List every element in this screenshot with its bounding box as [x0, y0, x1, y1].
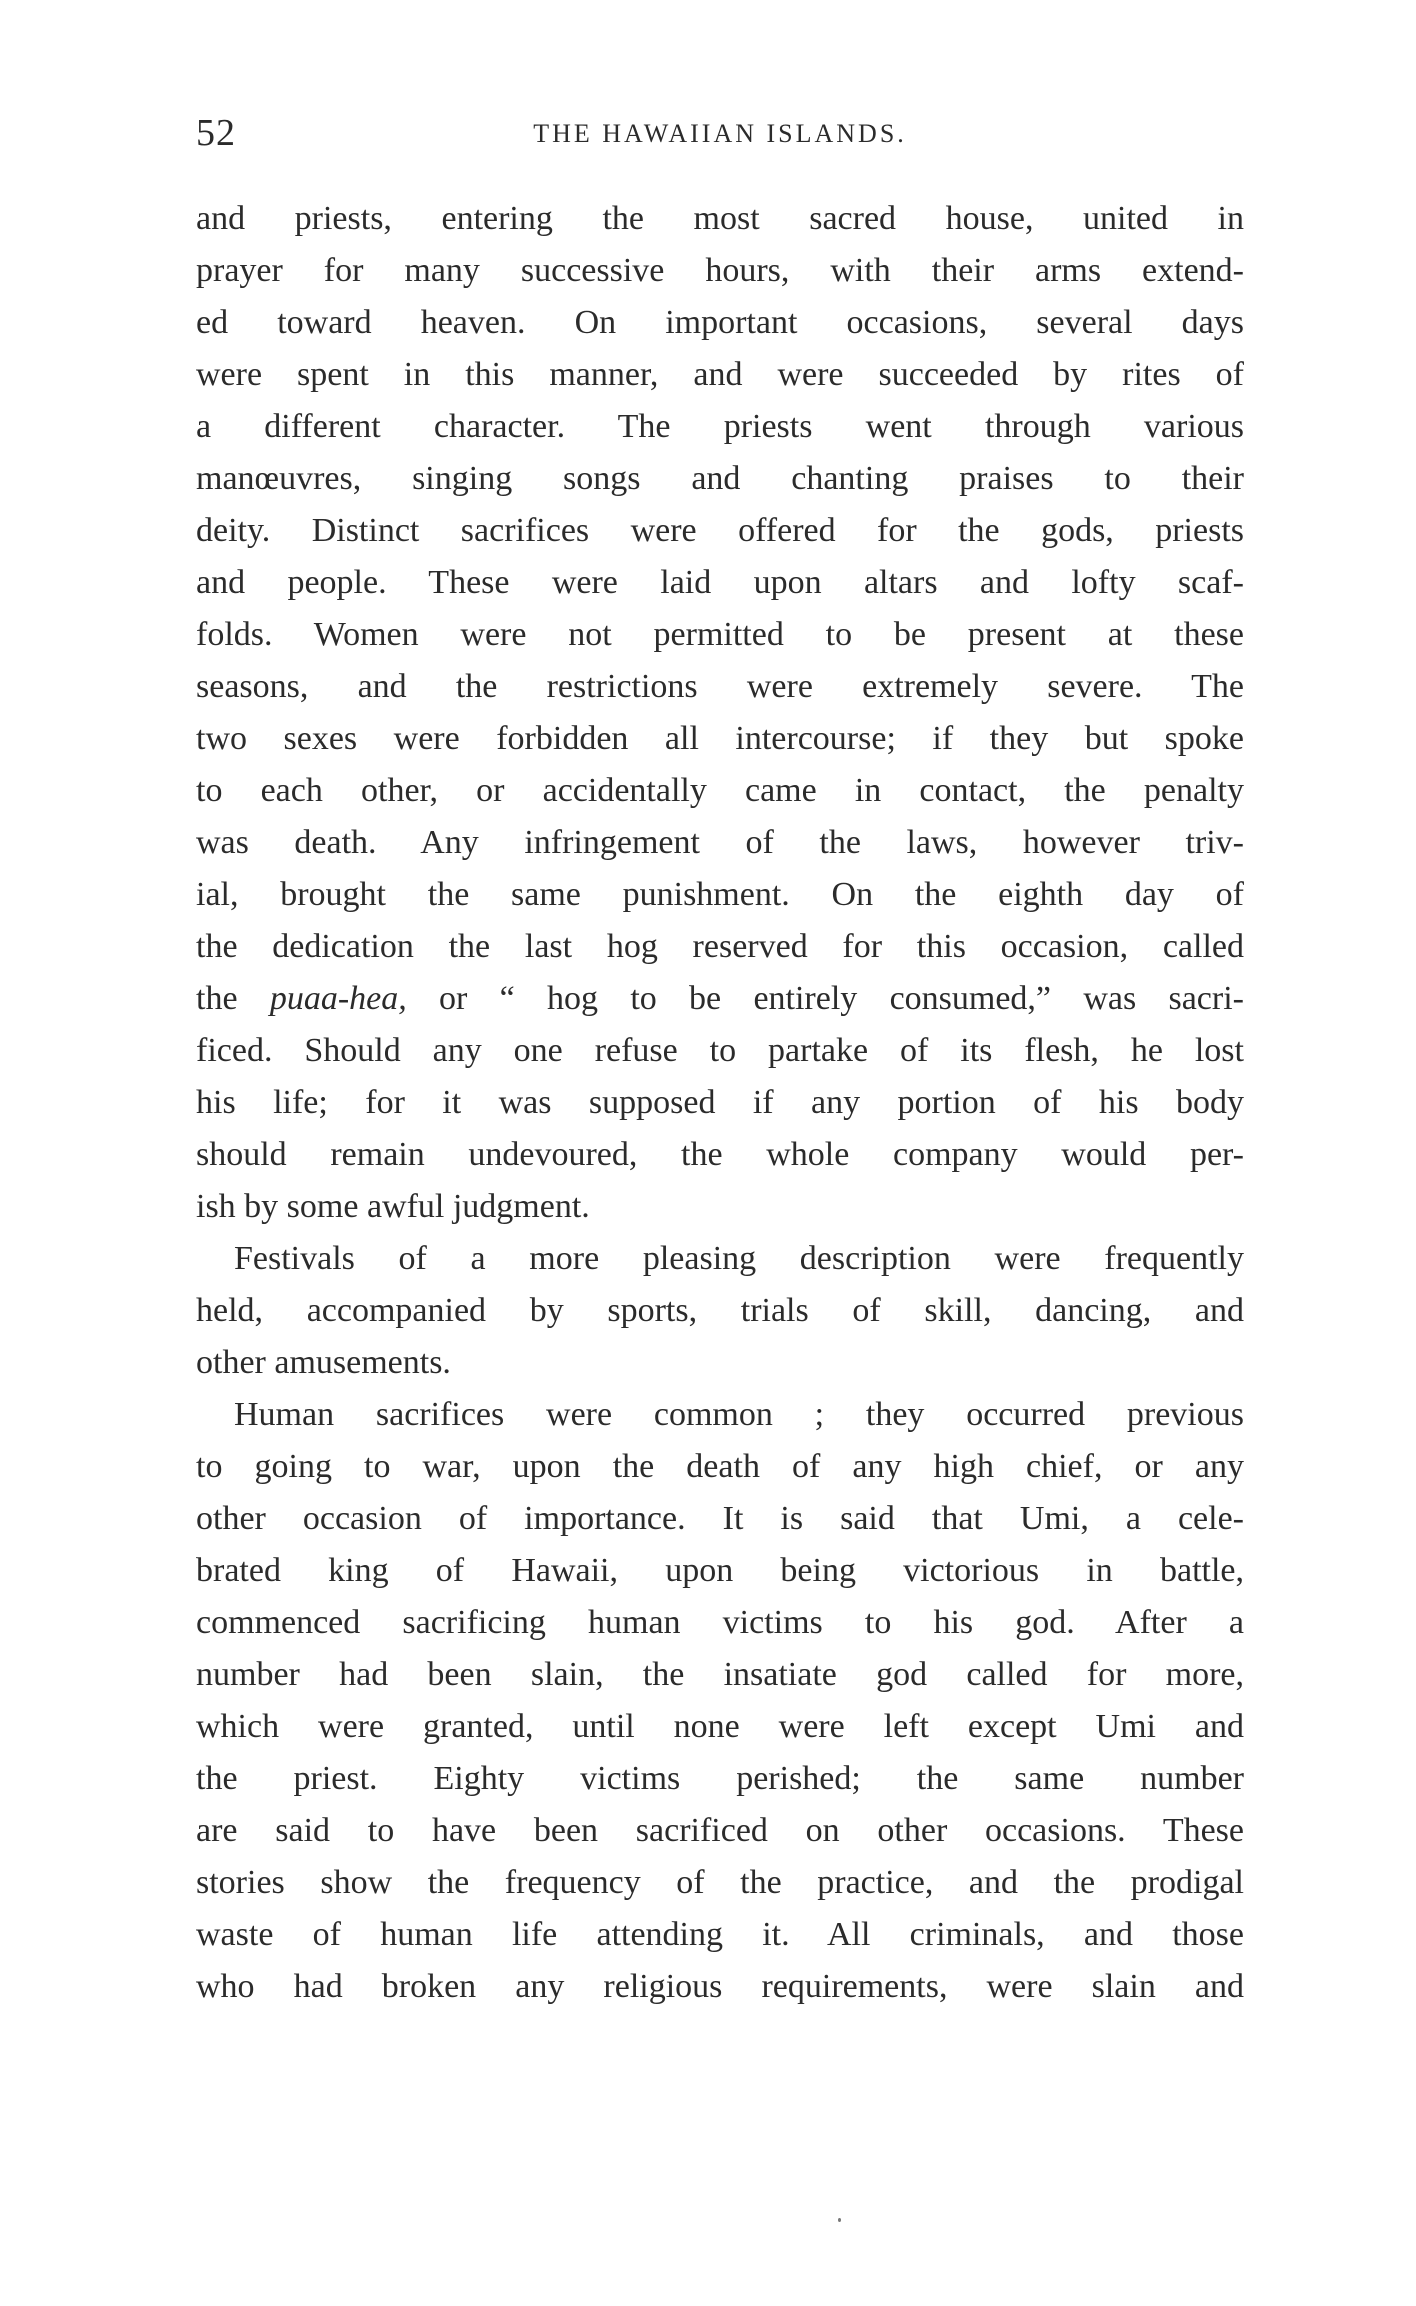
text-line: other occasion of importance. It is said that Umi, a cele-	[196, 1500, 1244, 1537]
text-fragment: the	[196, 980, 270, 1017]
text-line: ial, brought the same punishment. On the eighth day of	[196, 876, 1244, 913]
text-line: held, accompanied by sports, trials of skill, dancing, and	[196, 1292, 1244, 1329]
text-line: seasons, and the restrictions were extremely severe. The	[196, 668, 1244, 705]
text-line: prayer for many successive hours, with their arms extend-	[196, 252, 1244, 289]
text-line: other amusements.	[196, 1344, 451, 1381]
body-text	[196, 193, 1244, 2013]
ink-speck	[838, 2218, 841, 2222]
text-line: were spent in this manner, and were succeeded by rites of	[196, 356, 1244, 393]
text-line: the priest. Eighty victims perished; the same number	[196, 1760, 1244, 1797]
text-line: manœuvres, singing songs and chanting praises to their	[196, 460, 1244, 497]
text-line: and people. These were laid upon altars and lofty scaf-	[196, 564, 1244, 601]
text-line: to going to war, upon the death of any high chief, or any	[196, 1448, 1244, 1485]
text-line: folds. Women were not permitted to be present at these	[196, 616, 1244, 653]
text-line: Human sacrifices were common ; they occurred previous	[234, 1396, 1244, 1433]
text-line: commenced sacrificing human victims to his god. After a	[196, 1604, 1244, 1641]
text-line: his life; for it was supposed if any portion of his body	[196, 1084, 1244, 1121]
running-head: THE HAWAIIAN ISLANDS.	[533, 119, 907, 148]
text-line: to each other, or accidentally came in contact, the penalty	[196, 772, 1244, 809]
text-line: ficed. Should any one refuse to partake of its flesh, he lost	[196, 1032, 1244, 1069]
text-line: two sexes were forbidden all intercourse; if they but spoke	[196, 720, 1244, 757]
text-line: number had been slain, the insatiate god called for more,	[196, 1656, 1244, 1693]
text-line: Festivals of a more pleasing description were frequently	[234, 1240, 1244, 1277]
italic-term: puaa-hea,	[269, 980, 407, 1017]
text-line: a different character. The priests went through various	[196, 408, 1244, 445]
text-line: should remain undevoured, the whole company would per-	[196, 1136, 1244, 1173]
text-fragment: or “ hog to be entirely consumed,” was sacri-	[406, 980, 1244, 1017]
text-line: ish by some awful judgment.	[196, 1188, 590, 1225]
text-line: who had broken any religious requirements, were slain and	[196, 1968, 1244, 2005]
text-line	[196, 973, 1244, 1025]
text-line: was death. Any infringement of the laws, however triv-	[196, 824, 1244, 861]
text-line: the dedication the last hog reserved for this occasion, called	[196, 928, 1244, 965]
text-line: which were granted, until none were left except Umi and	[196, 1708, 1244, 1745]
text-line: ed toward heaven. On important occasions, several days	[196, 304, 1244, 341]
page-header	[196, 110, 1244, 156]
page-number: 52	[196, 112, 236, 154]
text-line: waste of human life attending it. All criminals, and those	[196, 1916, 1244, 1953]
text-line: are said to have been sacrificed on other occasions. These	[196, 1812, 1244, 1849]
text-line: and priests, entering the most sacred house, united in	[196, 200, 1244, 237]
text-line: brated king of Hawaii, upon being victorious in battle,	[196, 1552, 1244, 1589]
text-line: deity. Distinct sacrifices were offered for the gods, priests	[196, 512, 1244, 549]
text-line: stories show the frequency of the practice, and the prodigal	[196, 1864, 1244, 1901]
